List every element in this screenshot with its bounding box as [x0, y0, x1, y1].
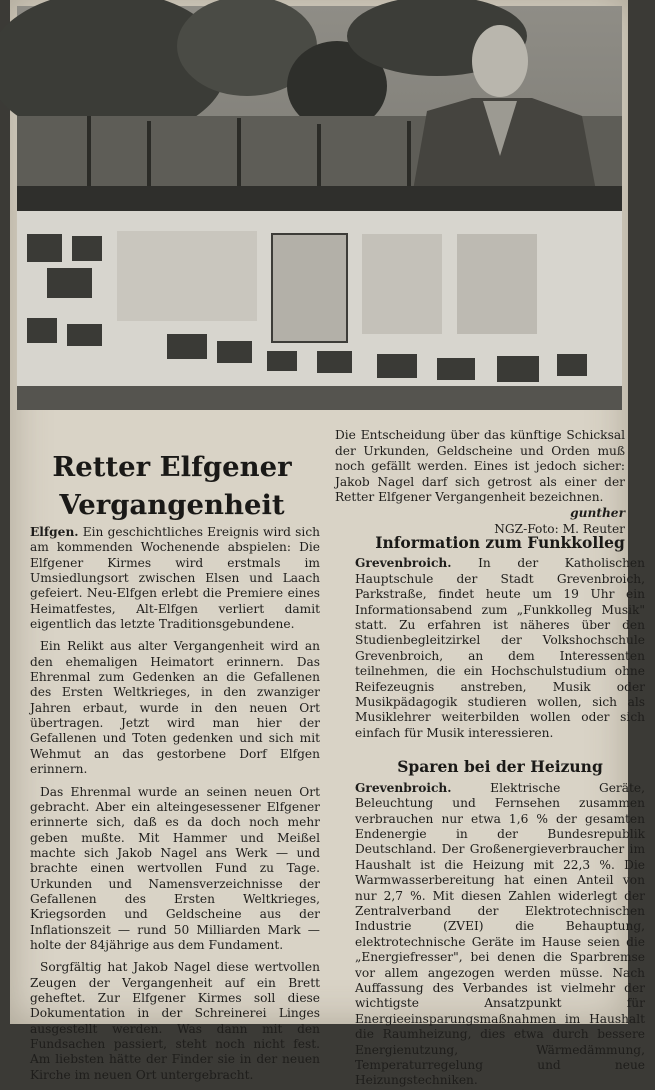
paragraph-2: Ein Relikt aus alter Vergangenheit wird an den ehemaligen Heimatort erinnern. Das Ehrenmal zum Gedenken an die Gefallenen des Ersten Weltkrieges, in den zwanziger Jahren erbaut, wurde in den neuen Ort übertragen. Jetzt wird man hier der Gefallenen und Toten gedenken und sich mit Wehmut an das gestorbene Dorf Elfgen erinnern. [30, 639, 320, 777]
funkkolleg-text: In der Katholischen Hauptschule der Stadt Grevenbroich, Parkstraße, findet heute um 19 Uhr ein Informationsabend zum „Funkkolleg Musik" statt. Zu erfahren ist näheres über den Studienbegleitzirkel der Volkshochschule Grevenbroich, an dem Interessenten teilnehmen, die ein Hochschulstudium ohne Reifezeugnis anstreben, Musik oder Musikpädagogik studieren wollen, sich als Musiklehrer weiterbilden wollen oder sich einfach für Musik interessieren. [355, 556, 645, 740]
article-heizung-body [355, 781, 645, 1089]
headline-retter-elfgener [22, 448, 322, 524]
dateline: Grevenbroich. [355, 556, 452, 571]
headline-funkkolleg: Information zum Funkkolleg [375, 533, 625, 552]
caption-author: gunther [570, 505, 625, 520]
right-column [355, 535, 645, 1089]
photo-caption [335, 428, 625, 537]
paragraph-1-text: Ein geschichtliches Ereignis wird sich am kommenden Wochenende abspielen: Die Elfgener Kirmes wird erstmals im Umsiedlungsort zwischen Elsen und Laach gefeiert. Neu-Elfgen erlebt die Premiere eines Heimatfestes, Alt-Elfgen verliert damit eigentlich das letzte Traditionsgebundene. [30, 525, 321, 632]
paragraph-3: Das Ehrenmal wurde an seinen neuen Ort gebracht. Aber ein alteingesessener Elfgener erinnerte sich, daß es da doch noch mehr geben mußte. Mit Hammer und Meißel machte sich Jakob Nagel ans Werk — und brachte einen wertvollen Fund zu Tage. Urkunden und Namensverzeichnisse der Gefallenen des Ersten Weltkrieges, Kriegsorden und Geldscheine aus der Inflationszeit — rund 50 Milliarden Mark — holte der 84jährige aus dem Fundament. [30, 784, 320, 952]
paragraph-1 [30, 525, 320, 632]
caption-text: Die Entscheidung über das künftige Schicksal der Urkunden, Geldscheine und Orden muß noch gefällt werden. Eines ist jedoch sicher: Jakob Nagel darf sich getrost als einer der Retter Elfgener Vergangenheit bezeichnen. [335, 428, 625, 505]
headline-line-2: Vergangenheit [59, 489, 285, 522]
headline-line-1: Retter Elfgener [52, 451, 292, 484]
headline-heizung: Sparen bei der Heizung [397, 757, 603, 777]
paragraph-4: Sorgfältig hat Jakob Nagel diese wertvollen Zeugen der Vergangenheit auf ein Brett geheftet. Zur Elfgener Kirmes soll diese Dokumentation in der Schreinerei Linges ausgestellt werden. Was dann mit den Fundsachen passiert, steht noch nicht fest. Am liebsten hätte der Finder sie in der neuen Kirche im neuen Ort untergebracht. [30, 960, 320, 1082]
heizung-text: Elektrische Geräte, Beleuchtung und Fernsehen zusammen verbrauchen nur etwa 1,6 % der gesamten Endenergie in der Bundesrepublik Deutschland. Der Großenergieverbraucher im Haushalt ist die Heizung mit 22,3 %. Die Warmwasserbereitung hat einen Anteil von nur 2,7 %. Mit diesen Zahlen widerlegt der Zentralverband der Elektrotechnischen Industrie (ZVEI) die Behauptung, elektrotechnische Geräte im Hause seien die „Energiefresser", bei denen die Sparbremse vor allem angezogen werden müsse. Nach Auffassung des Verbandes ist vielmehr der wichtigste Ansatzpunkt für Energieeinsparungsmaßnahmen im Haushalt die Raumheizung, dies etwa durch bessere Energienutzung, Wärmedämmung, Temperaturregelung und neue Heizungstechniken. [355, 780, 645, 1088]
photo-man-with-memorial-board [17, 6, 622, 410]
news-photo [17, 6, 622, 410]
photo-credit: NGZ-Foto: M. Reuter [494, 521, 625, 536]
article-funkkolleg-body [355, 556, 645, 741]
newspaper-page [10, 0, 645, 1088]
dateline: Grevenbroich. [355, 780, 452, 795]
article-retter-elfgener-body [30, 525, 320, 1090]
dateline: Elfgen. [30, 525, 79, 539]
